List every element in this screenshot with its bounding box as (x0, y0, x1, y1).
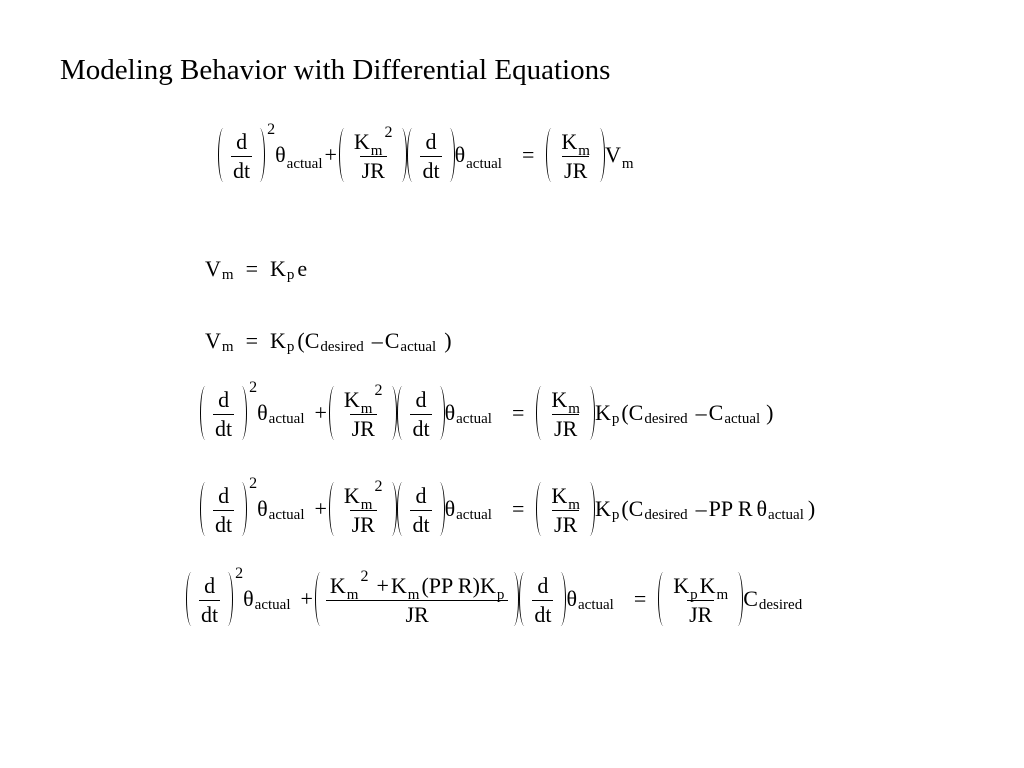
equation-5: $\frac{d}{dt}$ 2 θ actual + K m 2 JR $\frac{d}{dt}$ θ actual = K m JR K p ( C desired – PP R θ actual ) (200, 482, 815, 536)
d-dt-squared: $\frac{d}{dt}$ 2 (218, 128, 265, 182)
theta-actual: $\theta_{actual}$ (275, 142, 323, 172)
equation-3: V m = K p ( C desired – C actual ) (205, 328, 452, 355)
equation-2: V m = K p e (205, 256, 308, 283)
equation-1: $\frac{d}{dt}$ 2 $\theta_{actual}$ + K m 2 JR $\frac{d}{dt}$ $\theta_{actual}$ = K m JR $V_m$ (218, 128, 634, 182)
slide-title: Modeling Behavior with Differential Equations (60, 54, 611, 86)
km-over-jr: K m JR (546, 128, 605, 182)
equation-6: $\frac{d}{dt}$ 2 θ actual + K m 2 + K m ( PP R ) K p JR $\frac{d}{dt}$ θ actual = K p K m JR C desired (186, 572, 802, 626)
d-dt: $\frac{d}{dt}$ (407, 128, 454, 182)
vm: $V_m$ (604, 142, 634, 172)
equation-4: $\frac{d}{dt}$ 2 θ actual + K m 2 JR $\frac{d}{dt}$ θ actual = K m JR K p ( C desired – C actual ) (200, 386, 774, 440)
theta-actual: $\theta_{actual}$ (454, 142, 502, 172)
km2-over-jr: K m 2 JR (339, 128, 408, 182)
